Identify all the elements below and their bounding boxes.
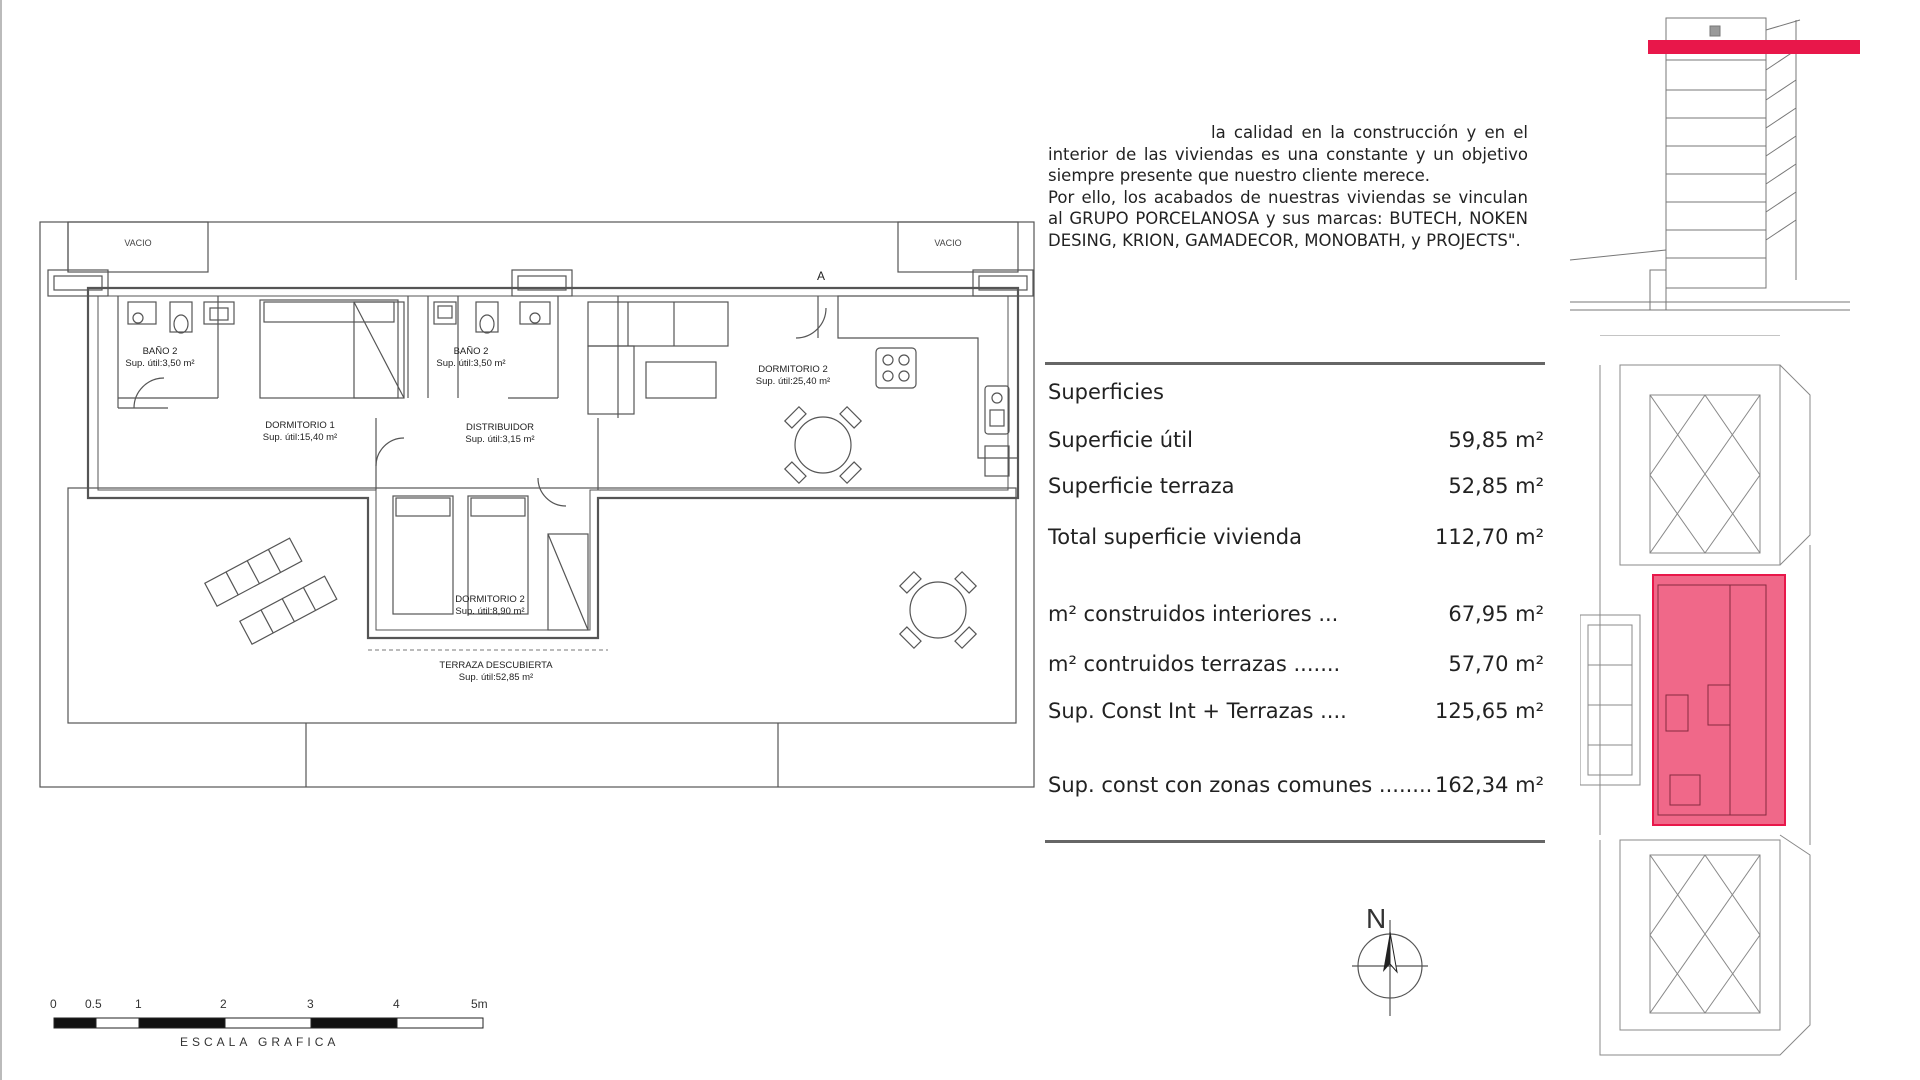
surface-value: 52,85 m² (1448, 474, 1544, 498)
building-elevation (1560, 10, 1860, 320)
surface-label: Superficie terraza (1048, 474, 1235, 498)
distribuidor-area: Sup. útil:3,15 m² (465, 434, 535, 445)
surface-label: Total superficie vivienda (1048, 525, 1303, 549)
dormitorio2-area: Sup. útil:8,90 m² (455, 606, 525, 617)
apartment-walls (88, 288, 1018, 638)
page-border (0, 0, 2, 1080)
surfaces-top-rule (1045, 362, 1545, 365)
surfaces-heading: Superficies (1048, 380, 1164, 404)
surface-value: 162,34 m² (1434, 773, 1544, 797)
scale-tick-2: 2 (220, 997, 227, 1011)
scale-tick-5: 5m (471, 997, 488, 1011)
salon-name: DORMITORIO 2 (758, 364, 828, 375)
scale-tick-05: 0.5 (85, 997, 102, 1011)
surface-value: 112,70 m² (1434, 525, 1544, 549)
surface-value: 125,65 m² (1434, 699, 1544, 723)
surface-row (1048, 428, 1544, 458)
salon-area: Sup. útil:25,40 m² (755, 376, 831, 387)
surface-row (1048, 474, 1544, 504)
level-marker (1648, 40, 1860, 54)
surfaces-bottom-rule (1045, 840, 1545, 843)
surface-row (1048, 699, 1544, 729)
bano-mid-name: BAÑO 2 (453, 346, 489, 357)
surface-row (1048, 602, 1544, 632)
dining-table (795, 417, 851, 473)
vacio-right-label: VACIO (934, 238, 962, 248)
site-frame (40, 222, 1034, 787)
scale-tick-1: 1 (135, 997, 142, 1011)
terrace-parapet (68, 488, 1016, 723)
surface-row (1048, 525, 1544, 555)
surface-label: Superficie útil (1048, 428, 1193, 452)
surface-label: Sup. const con zonas comunes ........ (1048, 773, 1433, 797)
bed-1 (260, 300, 398, 398)
distribuidor-name: DISTRIBUIDOR (465, 422, 535, 433)
surface-value: 59,85 m² (1448, 428, 1544, 452)
surface-label: m² contruidos terrazas ....... (1048, 652, 1341, 676)
description-para-2: Por ello, los acabados de nuestras viviendas se vinculan al GRUPO PORCELANOSA y sus marcas: BUTECH, NOKEN DESING, KRION, GAMADECOR, MONOBATH, y PROJECTS". (1048, 187, 1528, 250)
bano-mid-area: Sup. útil:3,50 m² (436, 358, 506, 369)
terraza-area: Sup. útil:52,85 m² (458, 672, 534, 683)
scale-tick-0: 0 (50, 997, 57, 1011)
key-plan (1580, 335, 1820, 1065)
dormitorio1-area: Sup. útil:15,40 m² (262, 432, 338, 443)
floor-plan (38, 218, 1038, 793)
bano-left-area: Sup. útil:3,50 m² (125, 358, 195, 369)
north-label: N (1366, 903, 1387, 934)
north-arrow (1350, 900, 1430, 1020)
surfaces-heading-row (1048, 380, 1544, 410)
unit-highlight (1653, 575, 1785, 825)
surface-row (1048, 773, 1544, 803)
surface-value: 57,70 m² (1448, 652, 1544, 676)
graphic-scale (48, 994, 508, 1054)
bano-left-name: BAÑO 2 (142, 346, 178, 357)
dormitorio2-name: DORMITORIO 2 (455, 594, 525, 605)
surface-label: m² construidos interiores ... (1048, 602, 1339, 626)
surface-value: 67,95 m² (1448, 602, 1544, 626)
scale-tick-3: 3 (307, 997, 314, 1011)
surface-label: Sup. Const Int + Terrazas .... (1048, 699, 1347, 723)
dormitorio1-name: DORMITORIO 1 (265, 420, 335, 431)
description-para-1: la calidad en la construcción y en el interior de las viviendas es una constante y un objetivo siempre presente que nuestro cliente merece. (1048, 123, 1528, 185)
section-mark: A (816, 269, 826, 283)
terraza-name: TERRAZA DESCUBIERTA (439, 660, 553, 671)
scale-caption: ESCALA GRAFICA (180, 1035, 340, 1049)
vacio-left-label: VACIO (124, 238, 152, 248)
surface-row (1048, 652, 1544, 682)
description-text (1048, 122, 1528, 251)
scale-tick-4: 4 (393, 997, 400, 1011)
